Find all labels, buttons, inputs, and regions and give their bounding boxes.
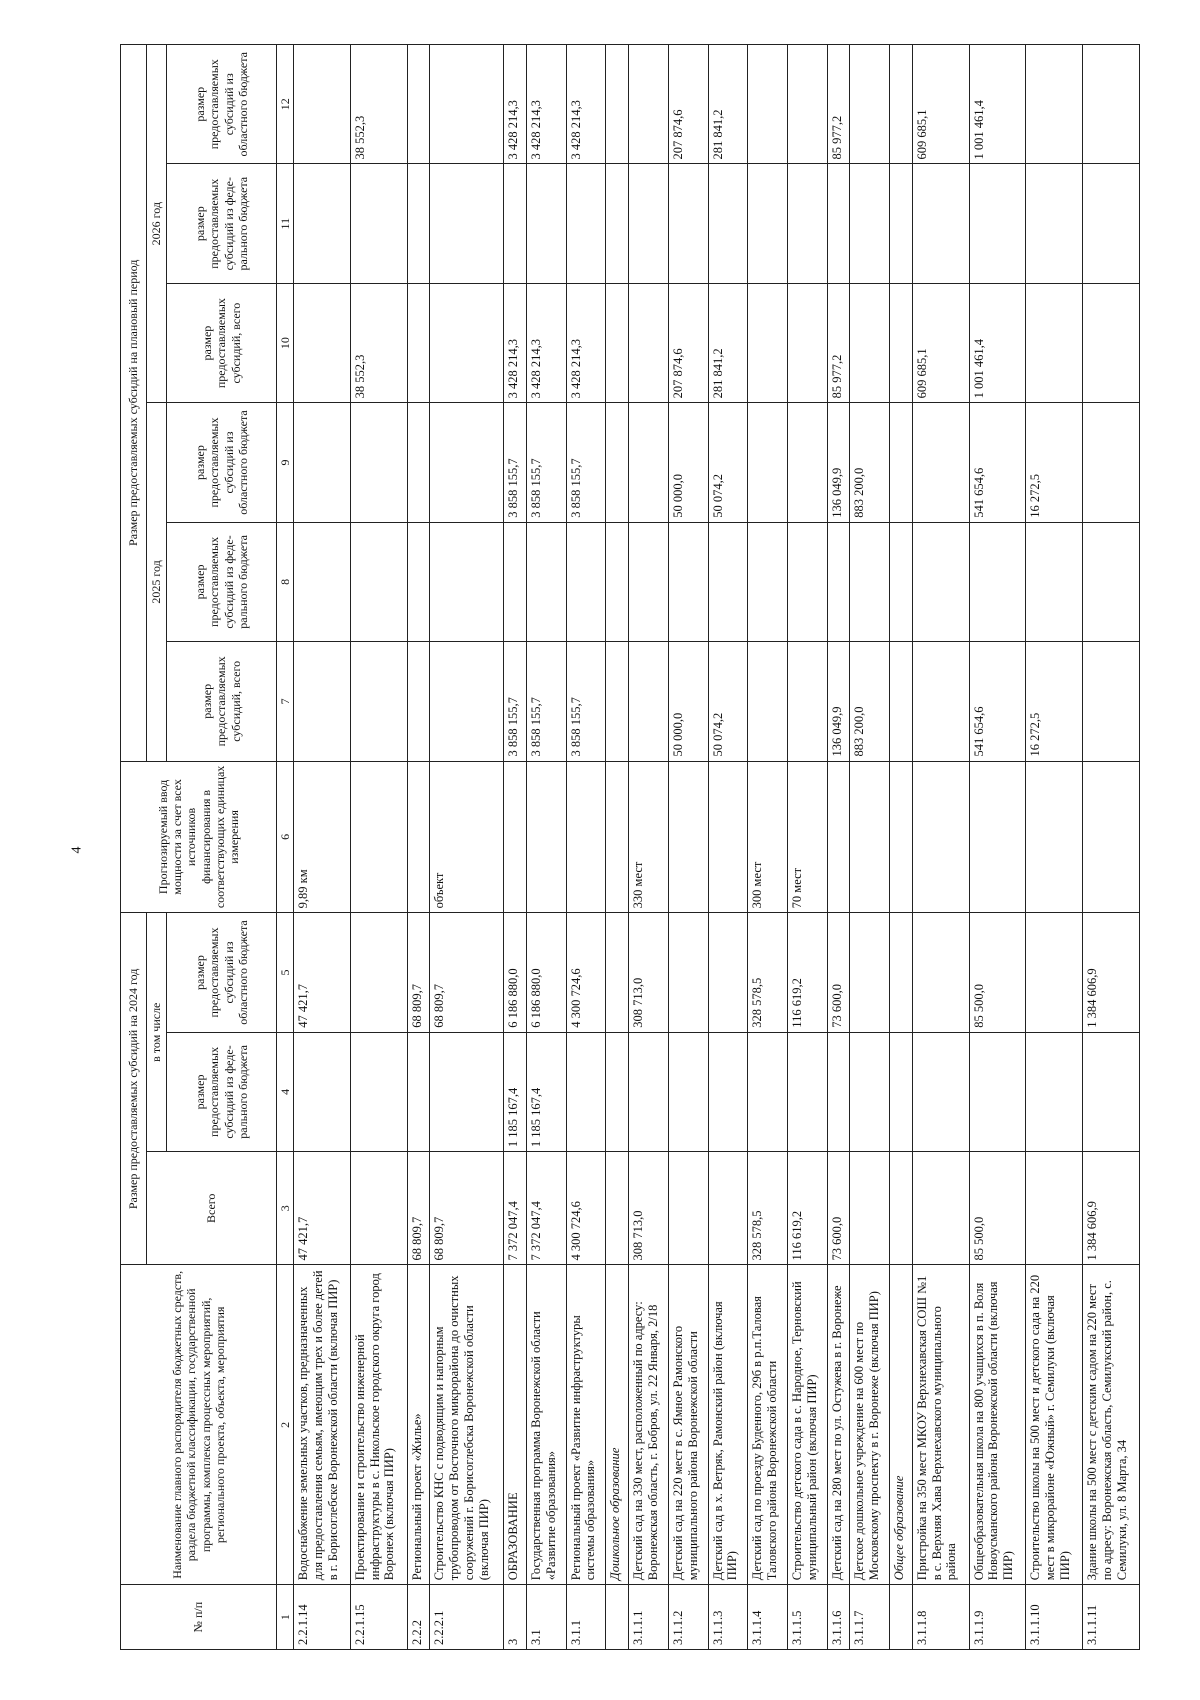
row-code: 3.1.1.1 [629, 1585, 669, 1650]
cell-2025-total [430, 642, 504, 761]
cell-2024-total [912, 1152, 969, 1265]
cell-2026-total: 609 685,1 [912, 283, 969, 402]
row-name: Детский сад на 280 мест по ул. Остужева в г. Воронеже [827, 1265, 850, 1585]
cell-2024-total: 7 372 047,4 [504, 1152, 527, 1265]
cell-2026-fed [629, 164, 669, 283]
column-number: 2 [277, 1265, 294, 1585]
cell-2026-fed [606, 164, 629, 283]
cell-2026-total: 3 428 214,3 [566, 283, 606, 402]
cell-2025-fed [1026, 522, 1083, 641]
row-name: Дошкольное образование [606, 1265, 629, 1585]
table-row [504, 45, 527, 1650]
row-name: Водоснабжение земельных участков, предназначенных для предоставления семьям, имеющим трех и более детей в г. Борисоглебске Воронежской области (включая ПИР) [294, 1265, 351, 1585]
cell-2026-obl [407, 45, 430, 165]
cell-2026-obl [748, 45, 788, 165]
cell-2025-fed [606, 522, 629, 641]
cell-capacity [890, 761, 913, 913]
cell-2024-total: 47 421,7 [294, 1152, 351, 1265]
cell-2024-fed [748, 1032, 788, 1151]
cell-2026-total [788, 283, 828, 402]
row-code: 3.1.1.5 [788, 1585, 828, 1650]
cell-2024-total [606, 1152, 629, 1265]
cell-2025-fed [504, 522, 527, 641]
cell-2025-total [890, 642, 913, 761]
cell-2025-obl [294, 403, 351, 522]
cell-2025-total: 3 858 155,7 [526, 642, 566, 761]
row-code: 3.1.1.8 [912, 1585, 969, 1650]
header-2026-total: размер предоставляемых субсидий, всего [167, 283, 277, 402]
cell-2025-fed [827, 522, 850, 641]
column-number: 9 [277, 403, 294, 522]
cell-capacity [969, 761, 1026, 913]
cell-2024-obl [850, 913, 890, 1032]
row-code: 2.2.2 [407, 1585, 430, 1650]
row-name: Строительство КНС с подводящим и напорным трубопроводом от Восточного микрорайона до очистных сооружений г. Борисоглебска Воронежской области (включая ПИР) [430, 1265, 504, 1585]
header-2025-obl: размер предоставляемых субсидий из областного бюджета [167, 403, 277, 522]
column-number: 6 [277, 761, 294, 913]
cell-2025-total [629, 642, 669, 761]
cell-2026-total: 38 552,3 [350, 283, 407, 402]
cell-2026-total [629, 283, 669, 402]
table-row [668, 45, 708, 1650]
table-row [294, 45, 351, 1650]
cell-2025-total: 3 858 155,7 [566, 642, 606, 761]
row-name: Проектирование и строительство инженерной инфраструктуры в с. Никольское городского округа город Воронеж (включая ПИР) [350, 1265, 407, 1585]
cell-2025-total [748, 642, 788, 761]
cell-2024-fed [708, 1032, 748, 1151]
row-name: Детский сад на 330 мест, расположенный по адресу: Воронежская область, г. Бобров, ул. 22 Января, 2/18 [629, 1265, 669, 1585]
cell-2026-fed [294, 164, 351, 283]
cell-2024-total: 73 600,0 [827, 1152, 850, 1265]
cell-2026-total [850, 283, 890, 402]
row-name: Региональный проект «Жилье» [407, 1265, 430, 1585]
row-code: 3.1.1.3 [708, 1585, 748, 1650]
cell-capacity [850, 761, 890, 913]
cell-2026-obl [850, 45, 890, 165]
table-row [890, 45, 913, 1650]
cell-2025-obl: 16 272,5 [1026, 403, 1083, 522]
cell-2026-fed [566, 164, 606, 283]
cell-2024-fed [668, 1032, 708, 1151]
cell-2024-total: 328 578,5 [748, 1152, 788, 1265]
row-name: Детское дошкольное учреждение на 600 мест по Московскому проспекту в г. Воронеже (включая ПИР) [850, 1265, 890, 1585]
cell-2025-total: 3 858 155,7 [504, 642, 527, 761]
header-name: Наименование главного распорядителя бюджетных средств, раздела бюджетной классификации, государственной программы, комплекса процессных мероприятий, регионального проекта, объекта, мероприятия [121, 1265, 277, 1585]
cell-2026-obl: 38 552,3 [350, 45, 407, 165]
cell-2026-total [1026, 283, 1083, 402]
header-2024-group: Размер предоставляемых субсидий на 2024 год [121, 913, 147, 1265]
column-number: 1 [277, 1585, 294, 1650]
table-row [912, 45, 969, 1650]
cell-2026-total: 207 874,6 [668, 283, 708, 402]
cell-2024-obl: 116 619,2 [788, 913, 828, 1032]
cell-2026-fed [827, 164, 850, 283]
cell-2026-total [748, 283, 788, 402]
row-code: 2.2.2.1 [430, 1585, 504, 1650]
cell-2026-total: 3 428 214,3 [504, 283, 527, 402]
table-row [708, 45, 748, 1650]
cell-2025-obl: 50 000,0 [668, 403, 708, 522]
column-number: 4 [277, 1032, 294, 1151]
row-name: Строительство детского сада в с. Народное, Терновский муниципальный район (включая ПИР) [788, 1265, 828, 1585]
cell-2025-total [294, 642, 351, 761]
table-row [1083, 45, 1140, 1650]
cell-capacity [566, 761, 606, 913]
cell-2025-total: 50 074,2 [708, 642, 748, 761]
cell-2026-obl [629, 45, 669, 165]
cell-2024-obl: 1 384 606,9 [1083, 913, 1140, 1032]
cell-2026-obl: 281 841,2 [708, 45, 748, 165]
cell-2025-total [606, 642, 629, 761]
table-row [430, 45, 504, 1650]
cell-2026-obl [890, 45, 913, 165]
cell-2026-obl: 85 977,2 [827, 45, 850, 165]
cell-2026-obl [294, 45, 351, 165]
cell-2025-fed [430, 522, 504, 641]
cell-2024-obl: 47 421,7 [294, 913, 351, 1032]
row-name: Общеобразовательная школа на 800 учащихся в п. Воля Новоусманского района Воронежской области (включая ПИР) [969, 1265, 1026, 1585]
table-row [606, 45, 629, 1650]
column-number: 11 [277, 164, 294, 283]
cell-2025-obl [912, 403, 969, 522]
cell-2026-total: 1 001 461,4 [969, 283, 1026, 402]
header-including: в том числе [147, 913, 167, 1152]
cell-capacity [606, 761, 629, 913]
cell-2026-fed [850, 164, 890, 283]
cell-capacity: объект [430, 761, 504, 913]
table-row [350, 45, 407, 1650]
cell-2024-obl [708, 913, 748, 1032]
cell-2025-obl: 541 654,6 [969, 403, 1026, 522]
cell-capacity [1083, 761, 1140, 913]
cell-2025-total [1083, 642, 1140, 761]
cell-2025-obl [1083, 403, 1140, 522]
header-2026: 2026 год [147, 45, 167, 403]
cell-2024-fed [1026, 1032, 1083, 1151]
cell-2025-total [912, 642, 969, 761]
cell-2024-fed [1083, 1032, 1140, 1151]
row-name: Общее образование [890, 1265, 913, 1585]
cell-2024-fed [294, 1032, 351, 1151]
cell-2026-obl: 207 874,6 [668, 45, 708, 165]
column-number: 10 [277, 283, 294, 402]
column-number: 12 [277, 45, 294, 165]
table-row [748, 45, 788, 1650]
header-2024-obl: размер предоставляемых субсидий из областного бюджета [167, 913, 277, 1032]
row-code: 3.1.1.11 [1083, 1585, 1140, 1650]
cell-capacity: 70 мест [788, 761, 828, 913]
cell-2025-obl: 136 049,9 [827, 403, 850, 522]
cell-capacity: 300 мест [748, 761, 788, 913]
table-row [788, 45, 828, 1650]
cell-2024-obl [606, 913, 629, 1032]
cell-2024-total: 7 372 047,4 [526, 1152, 566, 1265]
table-row [969, 45, 1026, 1650]
cell-2024-obl [912, 913, 969, 1032]
row-code [890, 1585, 913, 1650]
cell-capacity [1026, 761, 1083, 913]
row-name: Государственная программа Воронежской области «Развитие образования» [526, 1265, 566, 1585]
cell-2026-fed [969, 164, 1026, 283]
cell-2026-fed [912, 164, 969, 283]
cell-2024-obl: 68 809,7 [430, 913, 504, 1032]
cell-capacity: 9,89 км [294, 761, 351, 913]
cell-2024-total [1026, 1152, 1083, 1265]
header-2025: 2025 год [147, 403, 167, 761]
cell-2026-obl [430, 45, 504, 165]
cell-2026-total [430, 283, 504, 402]
cell-2026-total [294, 283, 351, 402]
cell-2025-total [407, 642, 430, 761]
cell-2025-fed [294, 522, 351, 641]
cell-2026-fed [526, 164, 566, 283]
table-row [850, 45, 890, 1650]
cell-2025-total: 16 272,5 [1026, 642, 1083, 761]
cell-2026-total: 281 841,2 [708, 283, 748, 402]
cell-2024-fed [890, 1032, 913, 1151]
cell-2026-total [606, 283, 629, 402]
row-name: Детский сад по проезду Буденного, 29б в р.п.Таловая Таловского района Воронежской области [748, 1265, 788, 1585]
table-row [827, 45, 850, 1650]
cell-2026-obl: 3 428 214,3 [526, 45, 566, 165]
cell-2024-fed [606, 1032, 629, 1151]
cell-2025-fed [1083, 522, 1140, 641]
row-code [606, 1585, 629, 1650]
header-total: Всего [147, 1152, 277, 1265]
cell-2025-obl [350, 403, 407, 522]
cell-2025-obl: 3 858 155,7 [526, 403, 566, 522]
cell-2025-obl [606, 403, 629, 522]
cell-2025-fed [526, 522, 566, 641]
cell-2024-fed [969, 1032, 1026, 1151]
cell-2024-obl [350, 913, 407, 1032]
cell-2024-obl: 328 578,5 [748, 913, 788, 1032]
row-code: 3.1.1.7 [850, 1585, 890, 1650]
cell-2024-obl: 6 186 880,0 [504, 913, 527, 1032]
cell-2024-obl [1026, 913, 1083, 1032]
row-code: 3 [504, 1585, 527, 1650]
cell-2026-fed [1083, 164, 1140, 283]
row-name: Пристройка на 350 мест МКОУ Верхнехавская СОШ №1 в с. Верхняя Хава Верхнехавского муниципального района [912, 1265, 969, 1585]
cell-2024-fed [912, 1032, 969, 1151]
cell-2024-obl [890, 913, 913, 1032]
cell-2026-obl [1083, 45, 1140, 165]
cell-2024-total: 85 500,0 [969, 1152, 1026, 1265]
cell-2025-fed [890, 522, 913, 641]
header-2024-fed: размер предоставляемых субсидий из феде-рального бюджета [167, 1032, 277, 1151]
cell-2025-fed [629, 522, 669, 641]
table-row [629, 45, 669, 1650]
cell-2026-total: 3 428 214,3 [526, 283, 566, 402]
cell-2025-obl [890, 403, 913, 522]
row-code: 3.1.1.9 [969, 1585, 1026, 1650]
cell-2024-fed [350, 1032, 407, 1151]
cell-2025-obl: 50 074,2 [708, 403, 748, 522]
header-2025-total: размер предоставляемых субсидий, всего [167, 642, 277, 761]
header-2025-fed: размер предоставляемых субсидий из феде-рального бюджета [167, 522, 277, 641]
page-number: 4 [69, 846, 85, 854]
cell-2025-obl: 883 200,0 [850, 403, 890, 522]
cell-2025-fed [350, 522, 407, 641]
cell-2024-obl [668, 913, 708, 1032]
cell-2025-fed [668, 522, 708, 641]
cell-capacity: 330 мест [629, 761, 669, 913]
cell-2024-fed [788, 1032, 828, 1151]
cell-2024-total: 1 384 606,9 [1083, 1152, 1140, 1265]
cell-2025-fed [708, 522, 748, 641]
cell-2026-fed [788, 164, 828, 283]
cell-2026-fed [890, 164, 913, 283]
cell-2025-obl [788, 403, 828, 522]
cell-capacity [350, 761, 407, 913]
row-code: 3.1.1.6 [827, 1585, 850, 1650]
cell-capacity [407, 761, 430, 913]
cell-2026-fed [1026, 164, 1083, 283]
cell-2024-total [890, 1152, 913, 1265]
header-no: № п/п [121, 1585, 277, 1650]
cell-2024-total [350, 1152, 407, 1265]
cell-2025-total: 883 200,0 [850, 642, 890, 761]
cell-2024-obl: 68 809,7 [407, 913, 430, 1032]
cell-2026-fed [708, 164, 748, 283]
header-capacity: Прогнозируемый ввод мощности за счет всех источников финансирования в соответствующих единицах измерения [121, 761, 277, 913]
cell-2026-obl [788, 45, 828, 165]
cell-2024-obl: 85 500,0 [969, 913, 1026, 1032]
cell-2026-fed [430, 164, 504, 283]
subsidies-table [120, 44, 1140, 1650]
cell-2026-obl: 1 001 461,4 [969, 45, 1026, 165]
cell-2026-fed [407, 164, 430, 283]
cell-2024-fed: 1 185 167,4 [504, 1032, 527, 1151]
cell-2026-fed [748, 164, 788, 283]
cell-2024-obl: 308 713,0 [629, 913, 669, 1032]
cell-2026-fed [668, 164, 708, 283]
cell-capacity [526, 761, 566, 913]
cell-2024-fed [407, 1032, 430, 1151]
cell-2025-obl [407, 403, 430, 522]
cell-2025-total [788, 642, 828, 761]
table-row [1026, 45, 1083, 1650]
cell-2025-obl: 3 858 155,7 [504, 403, 527, 522]
row-name: Региональный проект «Развитие инфраструктуры системы образования» [566, 1265, 606, 1585]
cell-2024-obl: 6 186 880,0 [526, 913, 566, 1032]
table-row [526, 45, 566, 1650]
cell-2025-total: 136 049,9 [827, 642, 850, 761]
cell-2024-obl: 4 300 724,6 [566, 913, 606, 1032]
cell-2026-total: 85 977,2 [827, 283, 850, 402]
row-code: 3.1.1.4 [748, 1585, 788, 1650]
cell-capacity [504, 761, 527, 913]
column-number: 3 [277, 1152, 294, 1265]
row-name: ОБРАЗОВАНИЕ [504, 1265, 527, 1585]
cell-2025-fed [912, 522, 969, 641]
cell-capacity [708, 761, 748, 913]
cell-capacity [912, 761, 969, 913]
cell-2026-total [407, 283, 430, 402]
cell-2024-fed [850, 1032, 890, 1151]
row-code: 2.2.1.14 [294, 1585, 351, 1650]
cell-2026-fed [350, 164, 407, 283]
cell-2025-fed [748, 522, 788, 641]
column-number: 8 [277, 522, 294, 641]
cell-2025-obl: 3 858 155,7 [566, 403, 606, 522]
cell-2026-obl [1026, 45, 1083, 165]
cell-2025-total: 541 654,6 [969, 642, 1026, 761]
cell-2024-total [668, 1152, 708, 1265]
cell-2024-obl: 73 600,0 [827, 913, 850, 1032]
cell-2025-fed [969, 522, 1026, 641]
column-number: 7 [277, 642, 294, 761]
header-2026-obl: размер предоставляемых субсидий из областного бюджета [167, 45, 277, 165]
rotated-table-container [120, 44, 1140, 1650]
cell-2024-total: 4 300 724,6 [566, 1152, 606, 1265]
row-code: 3.1 [526, 1585, 566, 1650]
cell-2025-obl [430, 403, 504, 522]
cell-2025-fed [850, 522, 890, 641]
cell-2025-fed [407, 522, 430, 641]
cell-2025-obl [748, 403, 788, 522]
table-row [566, 45, 606, 1650]
cell-2026-obl: 3 428 214,3 [504, 45, 527, 165]
cell-2024-total [708, 1152, 748, 1265]
cell-2025-total: 50 000,0 [668, 642, 708, 761]
cell-2024-fed: 1 185 167,4 [526, 1032, 566, 1151]
cell-2026-fed [504, 164, 527, 283]
cell-2026-total [1083, 283, 1140, 402]
cell-2025-obl [629, 403, 669, 522]
cell-2025-fed [788, 522, 828, 641]
cell-2024-total: 68 809,7 [430, 1152, 504, 1265]
row-code: 3.1.1 [566, 1585, 606, 1650]
cell-capacity [668, 761, 708, 913]
header-2026-fed: размер предоставляемых субсидий из феде-рального бюджета [167, 164, 277, 283]
row-code: 3.1.1.10 [1026, 1585, 1083, 1650]
cell-2024-total [850, 1152, 890, 1265]
row-name: Здание школы на 500 мест с детским садом на 220 мест по адресу: Воронежская область, Семилукский район, с. Семилуки, ул. 8 Марта, 34 [1083, 1265, 1140, 1585]
cell-2024-fed [566, 1032, 606, 1151]
table-row [407, 45, 430, 1650]
cell-2026-obl: 609 685,1 [912, 45, 969, 165]
row-name: Строительство школы на 500 мест и детского сада на 220 мест в микрорайоне «Южный» г. Семилуки (включая ПИР) [1026, 1265, 1083, 1585]
row-code: 3.1.1.2 [668, 1585, 708, 1650]
row-name: Детский сад в х. Ветряк, Рамонский район (включая ПИР) [708, 1265, 748, 1585]
cell-2024-fed [430, 1032, 504, 1151]
row-code: 2.2.1.15 [350, 1585, 407, 1650]
cell-2024-fed [629, 1032, 669, 1151]
cell-capacity [827, 761, 850, 913]
header-planned-group: Размер предоставляемых субсидий на плановый период [121, 45, 147, 762]
row-name: Детский сад на 220 мест в с. Ямное Рамонского муниципального района Воронежской области [668, 1265, 708, 1585]
cell-2024-total: 308 713,0 [629, 1152, 669, 1265]
cell-2026-obl: 3 428 214,3 [566, 45, 606, 165]
cell-2024-total: 68 809,7 [407, 1152, 430, 1265]
cell-2025-total [350, 642, 407, 761]
column-number-row [277, 45, 294, 1650]
cell-2025-fed [566, 522, 606, 641]
cell-2024-total: 116 619,2 [788, 1152, 828, 1265]
column-number: 5 [277, 913, 294, 1032]
cell-2026-total [890, 283, 913, 402]
cell-2026-obl [606, 45, 629, 165]
cell-2024-fed [827, 1032, 850, 1151]
